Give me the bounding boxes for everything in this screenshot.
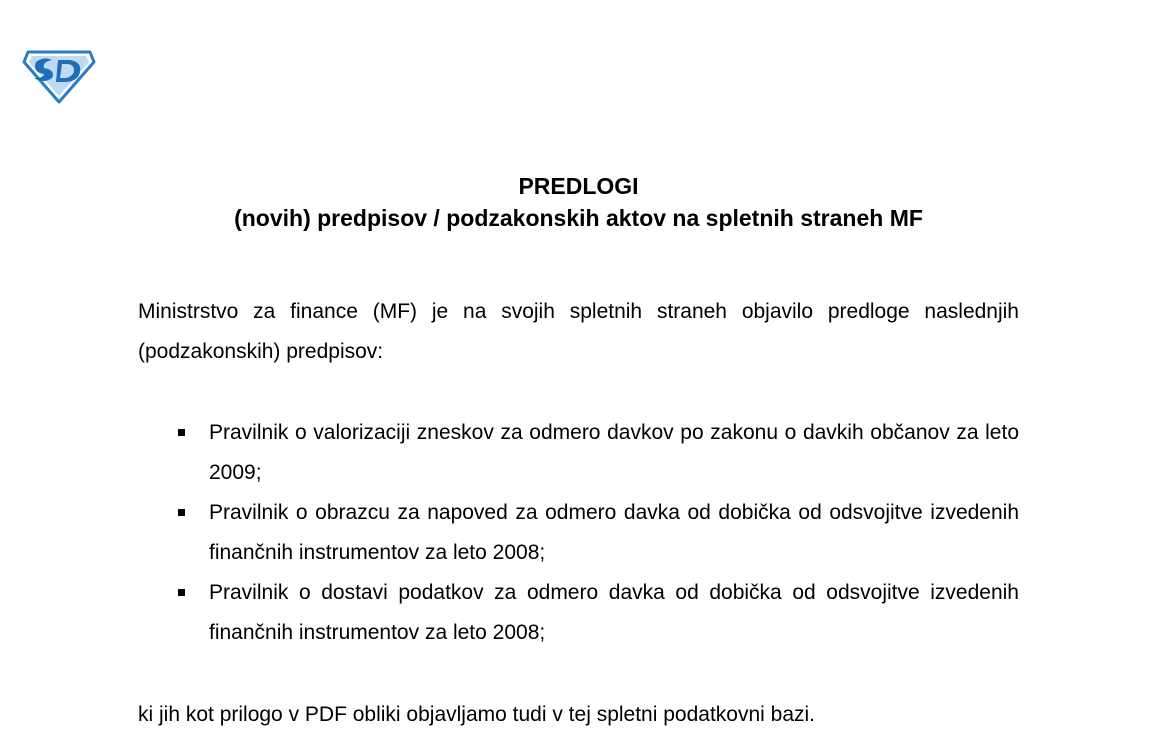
bullet-square-icon xyxy=(178,429,185,436)
list-item-text: Pravilnik o dostavi podatkov za odmero davka od dobička od odsvojitve izvedenih finančnih instrumentov za leto 2008; xyxy=(209,581,1019,644)
list-item xyxy=(176,493,1019,573)
heading-subtitle: (novih) predpisov / podzakonskih aktov na spletnih straneh MF xyxy=(234,205,923,231)
document-heading xyxy=(0,170,1157,234)
intro-paragraph: Ministrstvo za finance (MF) je na svojih spletnih straneh objavilo predloge naslednjih (podzakonskih) predpisov: xyxy=(138,300,1019,363)
closing-paragraph: ki jih kot prilogo v PDF obliki objavljamo tudi v tej spletni podatkovni bazi. xyxy=(138,703,815,726)
bullet-square-icon xyxy=(178,589,185,596)
list-item-text: Pravilnik o valorizaciji zneskov za odmero davkov po zakonu o davkih občanov za leto 2009; xyxy=(209,421,1019,484)
heading-title: PREDLOGI xyxy=(518,173,639,199)
company-logo xyxy=(22,48,96,104)
bullet-square-icon xyxy=(178,509,185,516)
list-item xyxy=(176,413,1019,493)
list-item xyxy=(176,573,1019,653)
list-item-text: Pravilnik o obrazcu za napoved za odmero davka od dobička od odsvojitve izvedenih finančnih instrumentov za leto 2008; xyxy=(209,501,1019,564)
regulation-list xyxy=(176,413,1019,653)
